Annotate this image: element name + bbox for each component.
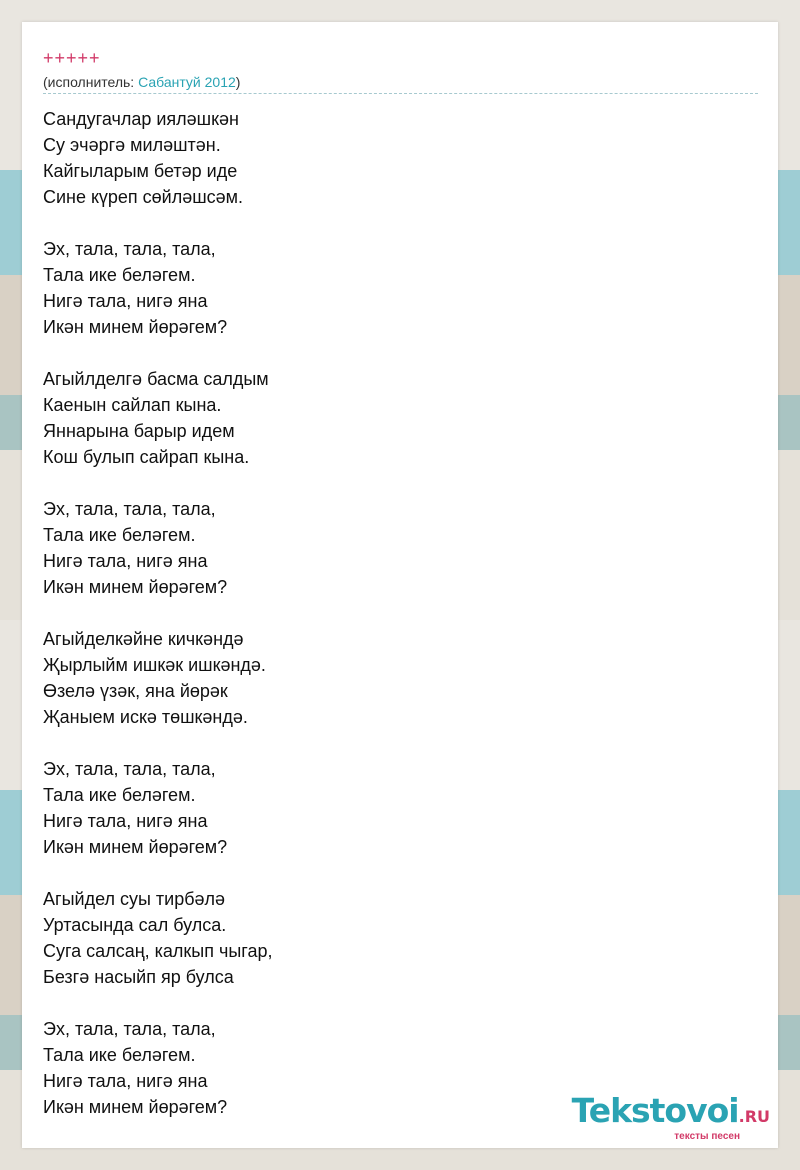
lyric-line: Эх, тала, тала, тала,: [43, 239, 216, 259]
lyric-line: Нигə тала, нигə яна: [43, 811, 208, 831]
stanza: [43, 886, 273, 990]
stanza: [43, 496, 273, 600]
artist-line: [43, 74, 758, 94]
lyric-line: Икəн минем йөрəгем?: [43, 837, 228, 857]
stanza: [43, 1016, 273, 1120]
lyric-line: Кош булып сайрап кына.: [43, 447, 250, 467]
lyric-line: Су эчəргə милəштəн.: [43, 135, 221, 155]
lyric-line: Сандугачлар иялəшкəн: [43, 109, 239, 129]
stanza: [43, 366, 273, 470]
lyric-line: Җаныем искə төшкəндə.: [43, 707, 248, 727]
stanza: [43, 756, 273, 860]
lyric-line: Тала ике белəгем.: [43, 1045, 196, 1065]
song-title: +++++: [43, 48, 101, 68]
lyric-line: Нигə тала, нигə яна: [43, 291, 208, 311]
stanza: [43, 236, 273, 340]
lyric-line: Суга салсаң, калкып чыгар,: [43, 941, 273, 961]
lyric-line: Эх, тала, тала, тала,: [43, 759, 216, 779]
logo-tagline: тексты песен: [674, 1131, 740, 1142]
lyric-line: Җырлыйм ишкəк ишкəндə.: [43, 655, 266, 675]
lyric-line: Нигə тала, нигə яна: [43, 551, 208, 571]
lyrics-body: [43, 106, 273, 1146]
logo-name: Tekstovoi: [571, 1091, 739, 1130]
lyric-line: Эх, тала, тала, тала,: [43, 1019, 216, 1039]
lyric-line: Икəн минем йөрəгем?: [43, 1097, 228, 1117]
lyric-line: Агыйлделгə басма салдым: [43, 369, 269, 389]
artist-suffix: ): [235, 74, 241, 90]
lyric-line: Тала ике белəгем.: [43, 265, 196, 285]
lyric-line: Агыйдел суы тирбəлə: [43, 889, 226, 909]
lyrics-card: [22, 22, 778, 1148]
lyric-line: Сине күреп сөйлəшсəм.: [43, 187, 244, 207]
lyric-line: Яннарына барыр идем: [43, 421, 235, 441]
lyric-line: Эх, тала, тала, тала,: [43, 499, 216, 519]
stanza: [43, 106, 273, 210]
lyric-line: Тала ике белəгем.: [43, 525, 196, 545]
stanza: [43, 626, 273, 730]
lyric-line: Нигə тала, нигə яна: [43, 1071, 208, 1091]
logo-tld: .RU: [738, 1107, 770, 1126]
lyric-line: Уртасында сал булса.: [43, 915, 227, 935]
lyric-line: Өзелə үзəк, яна йөрəк: [43, 681, 228, 701]
lyric-line: Агыйделкəйне кичкəндə: [43, 629, 244, 649]
lyric-line: Кайгыларым бетəр иде: [43, 161, 238, 181]
site-logo[interactable]: [571, 1091, 770, 1142]
artist-link[interactable]: Сабантуй 2012: [138, 74, 236, 90]
lyric-line: Икəн минем йөрəгем?: [43, 317, 228, 337]
lyric-line: Тала ике белəгем.: [43, 785, 196, 805]
lyric-line: Икəн минем йөрəгем?: [43, 577, 228, 597]
lyric-line: Каенын сайлап кына.: [43, 395, 222, 415]
lyric-line: Безгə насыйп яр булса: [43, 967, 234, 987]
artist-prefix: (исполнитель:: [43, 74, 139, 90]
